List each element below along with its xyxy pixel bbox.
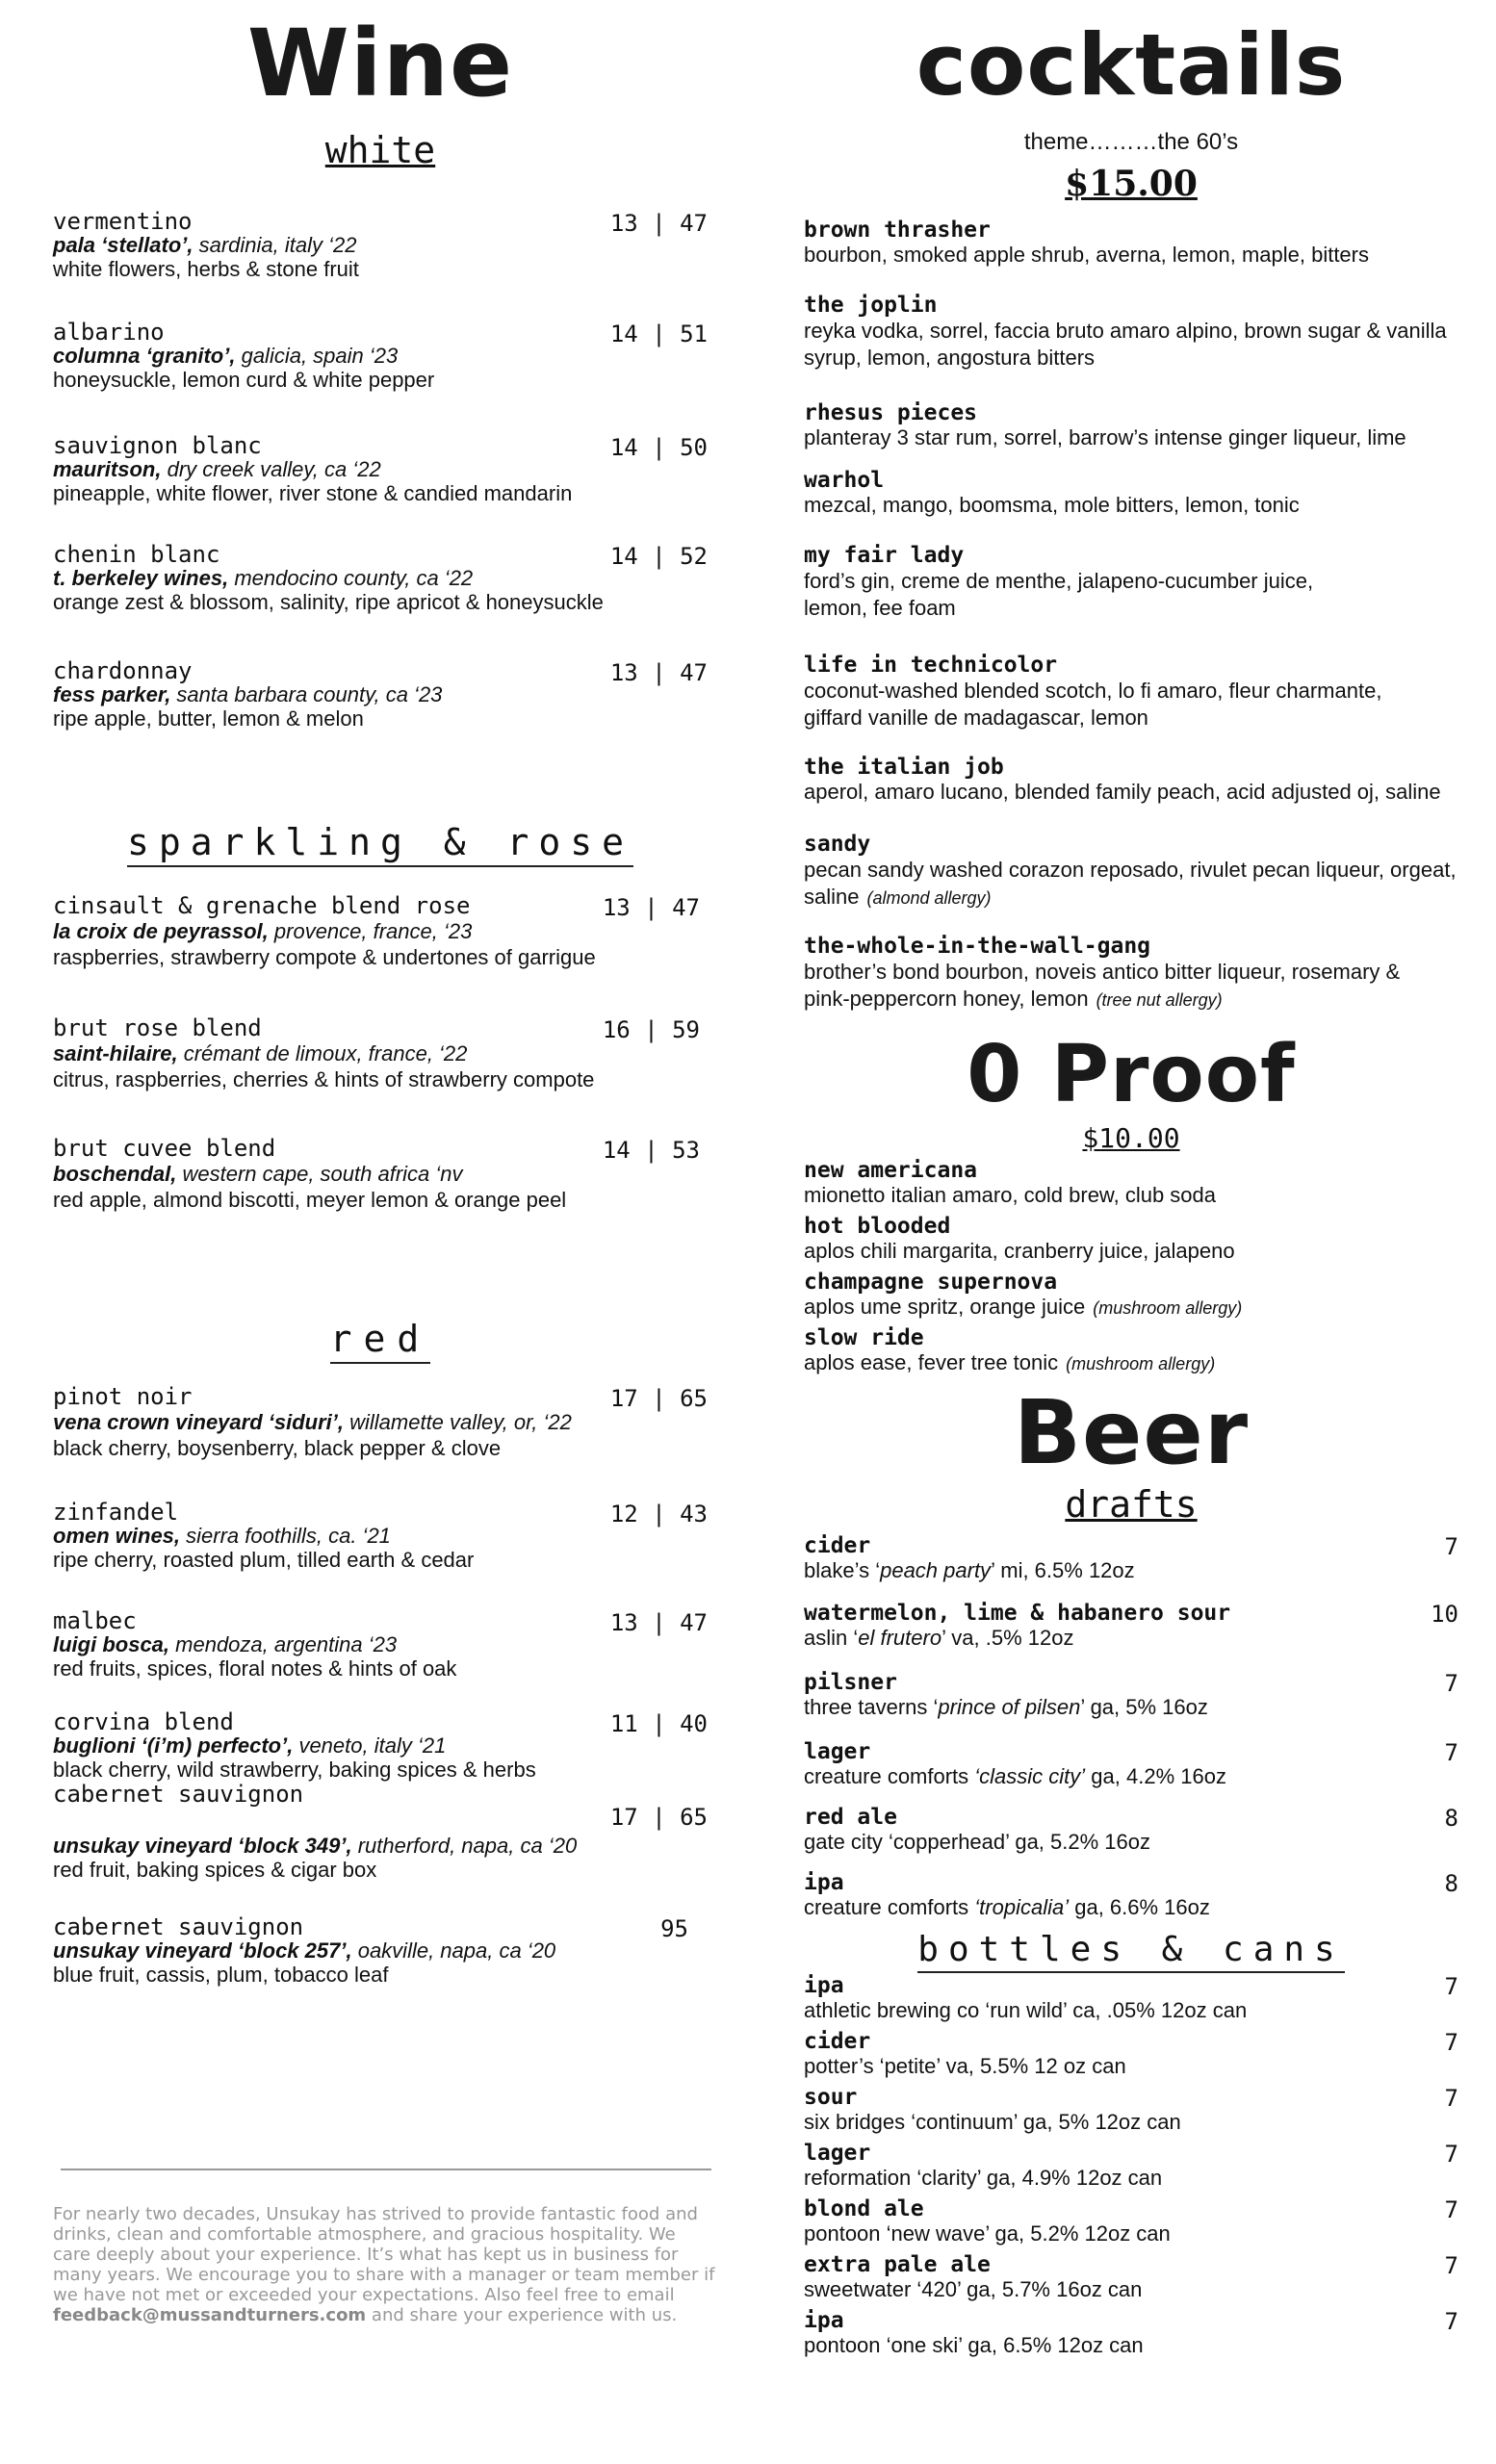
bottle-name: sour (804, 2085, 858, 2110)
feedback-text-end: and share your experience with us. (366, 2305, 678, 2325)
wine-item (53, 1385, 708, 1501)
wine-price: 14 | 50 (609, 434, 708, 461)
bottle-item (804, 2029, 1458, 2085)
bottle-item (804, 2196, 1458, 2252)
wine-item (53, 321, 708, 434)
bottle-desc: sweetwater ‘420’ ga, 5.7% 16oz can (804, 2277, 1143, 2301)
wine-price: 14 | 52 (609, 543, 708, 570)
bottle-desc: pontoon ‘new wave’ ga, 5.2% 12oz can (804, 2221, 1171, 2246)
wine-name: albarino (53, 319, 165, 346)
draft-item (804, 1870, 1458, 1930)
bottle-price: 7 (1444, 2196, 1458, 2223)
zero-proof-name: hot blooded (804, 1214, 951, 1239)
wine-producer: boschendal, western cape, south africa ‘nv (53, 1162, 463, 1186)
wine-column (53, 0, 708, 1992)
wine-price: 13 | 47 (602, 894, 700, 921)
red-heading: red (330, 1318, 431, 1364)
bottles-heading-wrap (804, 1930, 1458, 1973)
cocktail-desc: coconut-washed blended scotch, lo fi amaro, fleur charmante, giffard vanille de madagascar, lemon (804, 679, 1382, 730)
cocktail-name: the italian job (804, 755, 1004, 780)
bottle-price: 7 (1444, 2308, 1458, 2335)
cocktail-item (804, 934, 1458, 1030)
feedback-note (53, 2204, 717, 2325)
zero-proof-price: $10.00 (1082, 1122, 1180, 1154)
draft-price: 8 (1444, 1805, 1458, 1832)
cocktail-desc: bourbon, smoked apple shrub, averna, lemon, maple, bitters (804, 243, 1369, 267)
wine-producer: omen wines, sierra foothills, ca. ‘21 (53, 1524, 391, 1548)
bottle-name: cider (804, 2029, 871, 2054)
zero-proof-item (804, 1214, 1458, 1270)
wine-notes: blue fruit, cassis, plum, tobacco leaf (53, 1963, 389, 1987)
cocktail-name: warhol (804, 468, 885, 493)
wine-name: cinsault & grenache blend rose (53, 892, 471, 919)
wine-name: chardonnay (53, 657, 193, 684)
draft-item (804, 1670, 1458, 1739)
bottle-desc: pontoon ‘one ski’ ga, 6.5% 12oz can (804, 2333, 1144, 2357)
red-heading-wrap (53, 1318, 708, 1364)
draft-item (804, 1533, 1458, 1601)
cocktail-desc: reyka vodka, sorrel, faccia bruto amaro alpino, brown sugar & vanilla syrup, lemon, angostura bitters (804, 319, 1447, 370)
draft-desc: creature comforts ‘classic city’ ga, 4.2% 16oz (804, 1764, 1226, 1788)
white-list (53, 210, 708, 736)
draft-item (804, 1739, 1458, 1805)
zero-proof-name: slow ride (804, 1325, 924, 1350)
cocktail-item (804, 653, 1458, 755)
cocktail-desc: brother’s bond bourbon, noveis antico bitter liqueur, rosemary & pink-peppercorn honey, lemon (tree nut allergy) (804, 960, 1401, 1011)
drafts-list (804, 1533, 1458, 1930)
wine-price: 17 | 65 (609, 1385, 708, 1412)
cocktail-name: life in technicolor (804, 653, 1058, 678)
sparkling-heading-wrap (53, 821, 708, 867)
beer-title: Beer (1013, 1381, 1250, 1484)
wine-producer: vena crown vineyard ‘siduri’, willamette valley, or, ‘22 (53, 1410, 572, 1434)
wine-notes: red apple, almond biscotti, meyer lemon & orange peel (53, 1188, 567, 1212)
red-list (53, 1385, 708, 1992)
wine-price: 11 | 40 (609, 1710, 708, 1737)
wine-notes: black cherry, boysenberry, black pepper & clove (53, 1436, 502, 1460)
draft-desc: creature comforts ‘tropicalia’ ga, 6.6% 16oz (804, 1895, 1210, 1919)
wine-item (53, 1804, 708, 1915)
draft-item (804, 1805, 1458, 1870)
feedback-text: For nearly two decades, Unsukay has strived to provide fantastic food and drinks, clean and comfortable atmosphere, and gracious hospitality. We care deeply about your experience. It’s what has kept us in business for many years. We encourage you to share with a manager or team member if we have not met or exceeded your expectations. Also feel free to email (53, 2204, 715, 2305)
cocktail-name: sandy (804, 832, 871, 857)
wine-notes: white flowers, herbs & stone fruit (53, 257, 359, 281)
bottle-item (804, 2252, 1458, 2308)
draft-name: watermelon, lime & habanero sour (804, 1601, 1231, 1626)
draft-name: ipa (804, 1870, 844, 1895)
wine-item (53, 1915, 708, 1992)
wine-price: 14 | 51 (609, 321, 708, 347)
draft-name: lager (804, 1739, 871, 1764)
cocktail-item (804, 400, 1458, 468)
bottle-desc: reformation ‘clarity’ ga, 4.9% 12oz can (804, 2166, 1163, 2190)
draft-desc: gate city ‘copperhead’ ga, 5.2% 16oz (804, 1830, 1150, 1854)
wine-notes: raspberries, strawberry compote & undertones of garrigue (53, 945, 596, 969)
wine-item (53, 894, 708, 1016)
cocktails-theme: theme………the 60’s (1023, 129, 1239, 155)
wine-name: pinot noir (53, 1383, 193, 1410)
draft-price: 7 (1444, 1670, 1458, 1697)
draft-desc: three taverns ‘prince of pilsen’ ga, 5% 16oz (804, 1695, 1208, 1719)
cocktail-desc: aperol, amaro lucano, blended family peach, acid adjusted oj, saline (804, 780, 1441, 804)
wine-name: brut rose blend (53, 1014, 262, 1041)
wine-notes: red fruit, baking spices & cigar box (53, 1858, 377, 1882)
draft-price: 7 (1444, 1533, 1458, 1560)
zero-proof-desc: aplos ume spritz, orange juice (mushroom allergy) (804, 1295, 1243, 1319)
allergy-note: (tree nut allergy) (1096, 990, 1223, 1010)
cocktail-item (804, 543, 1458, 653)
draft-name: pilsner (804, 1670, 897, 1695)
bottle-item (804, 2085, 1458, 2141)
bottles-heading: bottles & cans (917, 1930, 1344, 1973)
wine-notes: citrus, raspberries, cherries & hints of strawberry compote (53, 1067, 595, 1091)
wine-notes: ripe cherry, roasted plum, tilled earth & cedar (53, 1548, 475, 1572)
cocktails-title: cocktails (916, 15, 1347, 115)
wine-producer: saint-hilaire, crémant de limoux, france, ‘22 (53, 1041, 468, 1065)
cocktail-item (804, 468, 1458, 543)
wine-name: corvina blend (53, 1708, 234, 1735)
cocktail-name: the-whole-in-the-wall-gang (804, 934, 1151, 959)
zero-proof-title: 0 Proof (967, 1029, 1296, 1120)
drafts-heading: drafts (1065, 1483, 1198, 1526)
wine-item (53, 1609, 708, 1710)
wine-price: 13 | 47 (609, 659, 708, 686)
wine-item (53, 434, 708, 543)
bottle-price: 7 (1444, 2029, 1458, 2056)
cocktail-item (804, 218, 1458, 293)
footer-divider (61, 2169, 711, 2170)
draft-name: cider (804, 1533, 871, 1558)
wine-producer: mauritson, dry creek valley, ca ‘22 (53, 457, 381, 481)
wine-producer: pala ‘stellato’, sardinia, italy ‘22 (53, 233, 357, 257)
sparkling-list (53, 894, 708, 1214)
draft-price: 7 (1444, 1739, 1458, 1766)
cocktail-item (804, 293, 1458, 400)
cocktail-list (804, 218, 1458, 1030)
wine-producer: columna ‘granito’, galicia, spain ‘23 (53, 344, 399, 368)
zero-proof-item (804, 1325, 1458, 1381)
bottle-price: 7 (1444, 1973, 1458, 2000)
zero-proof-item (804, 1158, 1458, 1214)
cocktail-item (804, 832, 1458, 934)
white-heading: white (324, 129, 436, 171)
wine-producer: buglioni ‘(i’m) perfecto’, veneto, italy ‘21 (53, 1733, 447, 1758)
allergy-note: (almond allergy) (866, 888, 992, 908)
wine-price: 14 | 53 (602, 1137, 700, 1164)
cocktail-desc: mezcal, mango, boomsma, mole bitters, lemon, tonic (804, 493, 1300, 517)
bottle-desc: six bridges ‘continuum’ ga, 5% 12oz can (804, 2110, 1181, 2134)
bottle-desc: potter’s ‘petite’ va, 5.5% 12 oz can (804, 2054, 1126, 2078)
wine-name: vermentino (53, 208, 193, 235)
sparkling-heading: sparkling & rose (127, 821, 633, 867)
wine-producer: unsukay vineyard ‘block 257’, oakville, napa, ca ‘20 (53, 1938, 556, 1963)
zero-proof-item (804, 1270, 1458, 1325)
bottle-price: 7 (1444, 2085, 1458, 2112)
wine-item (53, 659, 708, 736)
wine-item (53, 1501, 708, 1609)
cocktail-name: rhesus pieces (804, 400, 978, 425)
bottle-item (804, 2141, 1458, 2196)
wine-name: sauvignon blanc (53, 432, 262, 459)
wine-notes: pineapple, white flower, river stone & candied mandarin (53, 481, 573, 505)
cocktail-name: brown thrasher (804, 218, 991, 243)
wine-item (53, 1710, 708, 1810)
zero-proof-desc: mionetto italian amaro, cold brew, club soda (804, 1183, 1217, 1207)
wine-producer: fess parker, santa barbara county, ca ‘23 (53, 682, 443, 706)
zero-proof-list (804, 1158, 1458, 1381)
cocktails-price: $15.00 (1065, 164, 1198, 204)
zero-proof-name: champagne supernova (804, 1270, 1058, 1295)
wine-price: 95 (660, 1915, 688, 1942)
zero-proof-desc: aplos chili margarita, cranberry juice, jalapeno (804, 1239, 1235, 1263)
wine-item (53, 1137, 708, 1214)
wine-price: 16 | 59 (602, 1016, 700, 1043)
cocktail-desc: planteray 3 star rum, sorrel, barrow’s intense ginger liqueur, lime (804, 425, 1406, 449)
wine-producer: unsukay vineyard ‘block 349’, rutherford, napa, ca ‘20 (53, 1834, 578, 1858)
wine-name: cabernet sauvignon (53, 1913, 304, 1940)
bottle-item (804, 1973, 1458, 2029)
cocktail-desc: pecan sandy washed corazon reposado, rivulet pecan liqueur, orgeat, saline (almond allergy) (804, 858, 1457, 909)
bottle-name: extra pale ale (804, 2252, 991, 2277)
bottle-desc: athletic brewing co ‘run wild’ ca, .05% 12oz can (804, 1998, 1248, 2022)
wine-producer: luigi bosca, mendoza, argentina ‘23 (53, 1632, 398, 1656)
cocktail-name: my fair lady (804, 543, 965, 568)
bottle-name: blond ale (804, 2196, 924, 2221)
wine-item (53, 543, 708, 659)
feedback-email[interactable]: feedback@mussandturners.com (53, 2305, 367, 2325)
draft-desc: blake’s ‘peach party’ mi, 6.5% 12oz (804, 1558, 1135, 1582)
draft-name: red ale (804, 1805, 897, 1830)
cocktail-desc: ford’s gin, creme de menthe, jalapeno-cucumber juice, lemon, fee foam (804, 569, 1314, 620)
allergy-note: (mushroom allergy) (1093, 1298, 1243, 1318)
bottle-price: 7 (1444, 2252, 1458, 2279)
wine-notes: red fruits, spices, floral notes & hints of oak (53, 1656, 457, 1681)
draft-price: 8 (1444, 1870, 1458, 1897)
draft-desc: aslin ‘el frutero’ va, .5% 12oz (804, 1626, 1074, 1650)
wine-price: 13 | 47 (609, 210, 708, 237)
bottle-name: lager (804, 2141, 871, 2166)
wine-producer: la croix de peyrassol, provence, france, ‘23 (53, 919, 473, 943)
bottle-name: ipa (804, 1973, 844, 1998)
draft-price: 10 (1431, 1601, 1458, 1628)
wine-price: 12 | 43 (609, 1501, 708, 1527)
draft-item (804, 1601, 1458, 1670)
cocktail-name: the joplin (804, 293, 938, 318)
zero-proof-name: new americana (804, 1158, 978, 1183)
zero-proof-desc: aplos ease, fever tree tonic (mushroom allergy) (804, 1350, 1216, 1374)
drinks-column (804, 0, 1458, 2364)
wine-name: chenin blanc (53, 541, 220, 568)
wine-name: brut cuvee blend (53, 1135, 276, 1162)
wine-price: 17 | 65 (609, 1804, 708, 1831)
bottles-list (804, 1973, 1458, 2364)
cocktail-item (804, 755, 1458, 832)
wine-notes: black cherry, wild strawberry, baking spices & herbs (53, 1758, 536, 1782)
wine-producer: t. berkeley wines, mendocino county, ca ‘22 (53, 566, 474, 590)
wine-price: 13 | 47 (609, 1609, 708, 1636)
wine-name: cabernet sauvignon (53, 1781, 304, 1808)
wine-notes: honeysuckle, lemon curd & white pepper (53, 368, 435, 392)
wine-item (53, 210, 708, 321)
wine-notes: ripe apple, butter, lemon & melon (53, 706, 364, 731)
bottle-name: ipa (804, 2308, 844, 2333)
bottle-item (804, 2308, 1458, 2364)
bottle-price: 7 (1444, 2141, 1458, 2168)
wine-name: malbec (53, 1607, 137, 1634)
wine-notes: orange zest & blossom, salinity, ripe apricot & honeysuckle (53, 590, 604, 614)
wine-item (53, 1016, 708, 1137)
wine-name: zinfandel (53, 1499, 179, 1526)
allergy-note: (mushroom allergy) (1066, 1354, 1216, 1373)
wine-title: Wine (246, 10, 514, 117)
